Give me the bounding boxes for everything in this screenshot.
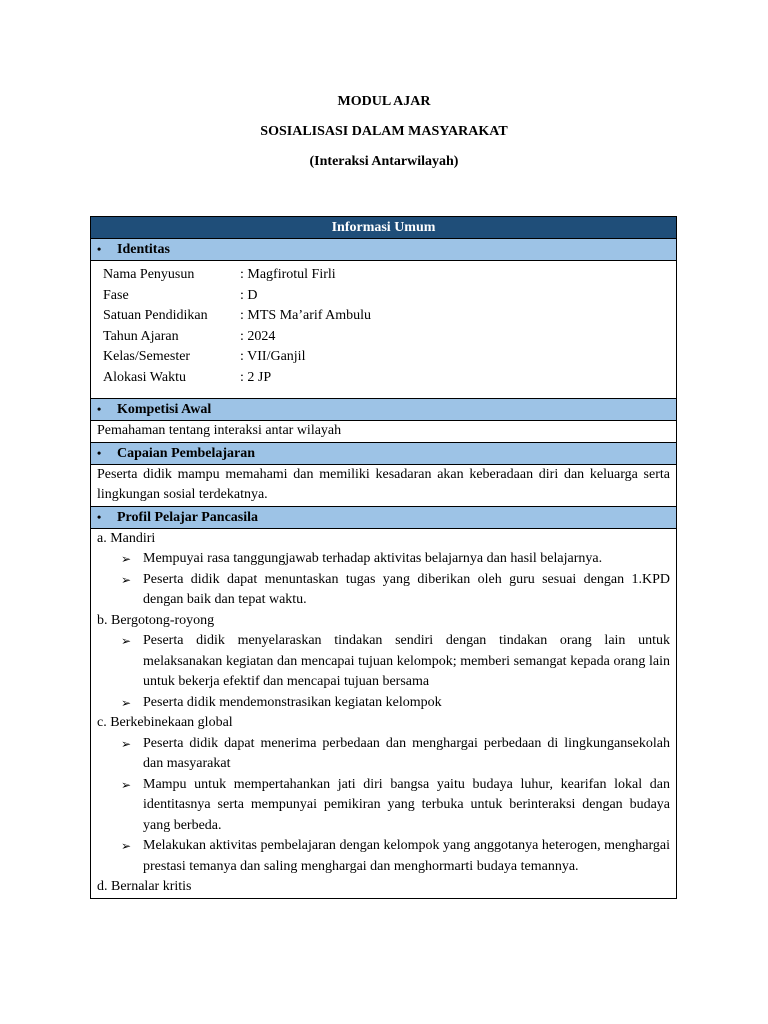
- identitas-row: [103, 347, 664, 368]
- identitas-value: : Magfirotul Firli: [240, 267, 336, 282]
- arrow-bullet-icon: ➢: [121, 552, 132, 566]
- list-item-text: Melakukan aktivitas pembelajaran dengan kelompok yang anggotanya heterogen, menghargai prestasi temanya dan saling menghargai dan menghormarti budaya temannya.: [143, 838, 670, 874]
- bullet-icon: •: [97, 402, 102, 416]
- list-item-text: Peserta didik dapat menerima perbedaan dan menghargai perbedaan di lingkungansekolah dan masyarakat: [143, 735, 670, 771]
- profil-group-label: c. Berkebinekaan global: [97, 715, 233, 730]
- profil-group-label: a. Mandiri: [97, 530, 156, 546]
- identitas-content: [91, 261, 676, 399]
- kompetisi-awal-content: Pemahaman tentang interaksi antar wilayah: [91, 421, 676, 443]
- list-item-text: Mampu untuk mempertahankan jati diri bangsa yaitu budaya luhur, kearifan lokal dan identitasnya serta mempunyai pemikiran yang terbuka untuk berinteraksi dengan budaya yang berbeda.: [143, 776, 670, 833]
- identitas-key: Kelas/Semester: [103, 349, 191, 364]
- bullet-icon: •: [97, 509, 102, 524]
- identitas-value: : 2 JP: [240, 369, 272, 385]
- section-capaian-header: [91, 443, 676, 465]
- list-item-text: Peserta didik dapat menuntaskan tugas yang diberikan oleh guru sesuai dengan 1.KPD dengan baik dan tepat waktu.: [143, 571, 670, 607]
- list-item: [97, 693, 670, 714]
- list-item: [97, 836, 670, 877]
- list-item: [97, 549, 670, 570]
- identitas-value: : VII/Ganjil: [240, 349, 306, 364]
- section-title: Capaian Pembelajaran: [117, 445, 256, 461]
- informasi-umum-table: [90, 216, 677, 899]
- identitas-key: Nama Penyusun: [103, 267, 195, 282]
- arrow-bullet-icon: ➢: [121, 736, 132, 751]
- list-item: [97, 775, 670, 837]
- capaian-content: Peserta didik mampu memahami dan memiliki kesadaran akan keberadaan diri dan keluarga serta lingkungan sosial terdekatnya.: [91, 465, 676, 507]
- section-title: Kompetisi Awal: [117, 402, 212, 417]
- arrow-bullet-icon: ➢: [121, 777, 132, 792]
- identitas-row: [103, 265, 664, 286]
- identitas-key: Satuan Pendidikan: [103, 308, 208, 323]
- list-item: [97, 734, 670, 775]
- arrow-bullet-icon: ➢: [121, 839, 132, 853]
- bullet-icon: •: [97, 242, 102, 256]
- title-modul-ajar: MODUL AJAR: [337, 94, 431, 109]
- identitas-value: : 2024: [240, 328, 276, 344]
- list-item-text: Peserta didik menyelaraskan tindakan sendiri dengan tindakan orang lain untuk melaksanakan kegiatan dan mencapai tujuan kelompok; memberi semangat kepada orang lain untuk bekerja efektif dan mencapai tujuan bersama: [143, 633, 670, 689]
- profil-group-label: d. Bernalar kritis: [97, 879, 192, 894]
- arrow-bullet-icon: ➢: [121, 572, 132, 587]
- arrow-bullet-icon: ➢: [121, 695, 132, 710]
- section-title: Profil Pelajar Pancasila: [117, 509, 259, 525]
- document-title-block: [0, 92, 768, 172]
- identitas-row: [103, 368, 664, 389]
- title-topic: SOSIALISASI DALAM MASYARAKAT: [260, 124, 508, 139]
- identitas-row: [103, 306, 664, 327]
- identitas-key: Fase: [103, 287, 129, 303]
- bullet-icon: •: [97, 445, 102, 460]
- identitas-row: [103, 327, 664, 348]
- section-kompetisi-awal-header: [91, 399, 676, 421]
- title-subtopic: (Interaksi Antarwilayah): [309, 154, 459, 169]
- identitas-key: Tahun Ajaran: [103, 328, 179, 344]
- profil-group-label: b. Bergotong-royong: [97, 612, 215, 628]
- identitas-key: Alokasi Waktu: [103, 369, 186, 385]
- identitas-value: : D: [240, 287, 258, 303]
- table-header: Informasi Umum: [91, 217, 676, 239]
- arrow-bullet-icon: ➢: [121, 634, 132, 648]
- section-identitas-header: [91, 239, 676, 261]
- list-item: [97, 570, 670, 611]
- section-profil-header: [91, 507, 676, 529]
- section-title: Identitas: [117, 242, 170, 257]
- list-item-text: Peserta didik mendemonstrasikan kegiatan kelompok: [143, 694, 442, 710]
- list-item-text: Mempuyai rasa tanggungjawab terhadap aktivitas belajarnya dan hasil belajarnya.: [143, 551, 603, 566]
- profil-content: [91, 529, 676, 898]
- identitas-value: : MTS Ma’arif Ambulu: [240, 308, 372, 323]
- identitas-row: [103, 286, 664, 307]
- list-item: [97, 631, 670, 693]
